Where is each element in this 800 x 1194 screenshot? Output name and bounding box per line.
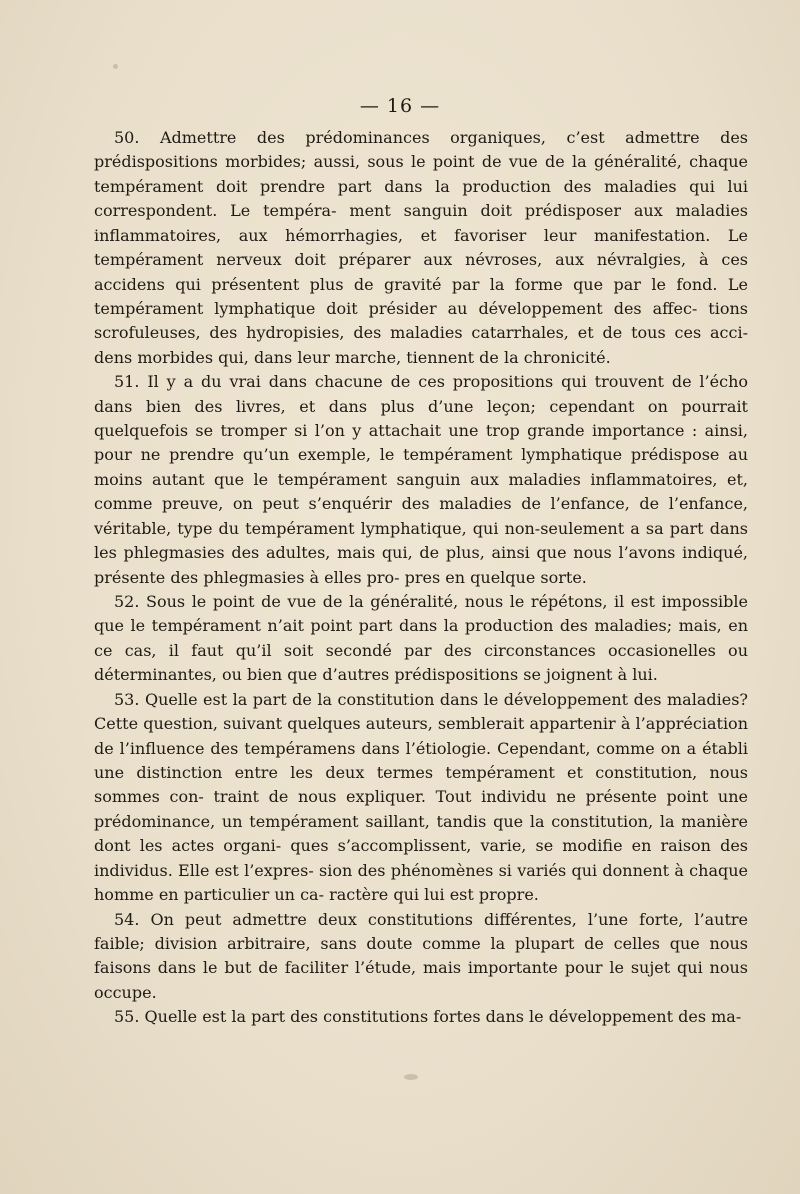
text-line: 52. Sous le point de vue de la généralité, nous le répétons, il est impossible xyxy=(114,592,748,612)
text-line: distinction entre les deux termes tempérament et constitution, nous sommes con- xyxy=(94,762,749,807)
text-line: 55. Quelle est la part des constitutions fortes dans le développement des ma- xyxy=(114,1007,742,1027)
text-line: ques s’accomplissent, varie, se modifie en raison des individus. Elle est l’expres- xyxy=(94,836,749,880)
body-text xyxy=(94,126,748,1030)
text-line: favoriser leur manifestation. Le tempérament nerveux doit préparer aux névroses, xyxy=(94,225,748,270)
text-line: que le tempérament n’ait point part dans la production des maladies; mais, en ce xyxy=(94,616,748,660)
text-line: traint de nous expliquer. Tout individu ne présente point une prédominance, un xyxy=(94,787,749,831)
text-line: tempérament sanguin aux maladies inflammatoires, et, comme preuve, on peut xyxy=(94,469,748,514)
text-line: morbides; aussi, sous le point de vue de la généralité, chaque tempérament doit xyxy=(94,152,748,196)
text-line: 54. On peut admettre deux constitutions différentes, l’une forte, l’autre faible; xyxy=(94,909,748,953)
paragraph-53 xyxy=(94,688,748,908)
text-line: l’influence des tempéramens dans l’étiologie. Cependant, comme on a établi une xyxy=(94,738,748,782)
text-line: cas, il faut qu’il soit secondé par des circonstances occasionelles ou déterminantes, xyxy=(94,640,748,685)
text-line: sion des phénomènes si variés qui donnent à chaque homme en particulier un ca- xyxy=(94,860,749,905)
paragraph-54 xyxy=(94,908,748,1006)
text-line: lymphatique, qui non-seulement a sa part dans les phlegmasies des adultes, mais xyxy=(94,518,749,563)
text-line: ractère qui lui est propre. xyxy=(329,885,539,905)
text-line: 51. Il y a du vrai dans chacune de ces propositions qui trouvent de l’écho dans xyxy=(94,372,748,416)
text-line: dens morbides qui, dans leur marche, tiennent de la chronicité. xyxy=(94,347,611,367)
text-line: s’enquérir des maladies de l’enfance, de l’enfance, véritable, type du tempérament xyxy=(94,494,748,538)
ink-spot xyxy=(113,64,118,69)
text-line: bien des livres, et dans plus d’une leçon; cependant on pourrait quelquefois se xyxy=(94,396,748,441)
page-number: — 16 — xyxy=(359,95,441,117)
text-line: ment sanguin doit prédisposer aux maladies inflammatoires, aux hémorrhagies, et xyxy=(94,201,749,245)
text-line: pres en quelque sorte. xyxy=(404,567,587,587)
text-line: ou bien que d’autres prédispositions se joignent à lui. xyxy=(221,665,658,685)
text-line: le fond. Le tempérament lymphatique doit présider au développement des affec- xyxy=(94,274,748,318)
text-line: 53. Quelle est la part de la constitution dans le développement des maladies? xyxy=(114,689,748,709)
text-line: aux névralgies, à ces accidens qui présentent plus de gravité par la forme que par xyxy=(94,250,749,294)
paragraph-51 xyxy=(94,370,748,590)
text-line: 50. Admettre des prédominances organiques, c’est admettre des prédispositions xyxy=(94,128,748,172)
paragraph-50 xyxy=(94,126,748,370)
text-line: tions scrofuleuses, des hydropisies, des maladies catarrhales, et de tous ces acci- xyxy=(94,298,748,343)
text-line: prendre part dans la production des maladies qui lui correspondent. Le tempéra- xyxy=(94,176,748,221)
text-line: division arbitraire, sans doute comme la plupart de celles que nous faisons dans le xyxy=(94,933,749,978)
text-line: qu’un exemple, le tempérament lymphatique prédispose au moins autant que le xyxy=(94,445,749,489)
text-line: tempérament saillant, tandis que la constitution, la manière dont les actes organi- xyxy=(94,811,748,856)
paragraph-52 xyxy=(94,590,748,688)
text-line: tromper si l’on y attachait une trop grande importance : ainsi, pour ne prendre xyxy=(94,421,749,465)
ink-spot xyxy=(404,1074,418,1080)
text-line: qui, de plus, ainsi que nous l’avons indiqué, présente des phlegmasies à elles pro- xyxy=(94,543,749,587)
paragraph-55 xyxy=(94,1005,748,1029)
text-line: but de faciliter l’étude, mais importante pour le sujet qui nous occupe. xyxy=(94,958,749,1002)
text-line: Cette question, suivant quelques auteurs, semblerait appartenir à l’appréciation de xyxy=(94,714,748,758)
